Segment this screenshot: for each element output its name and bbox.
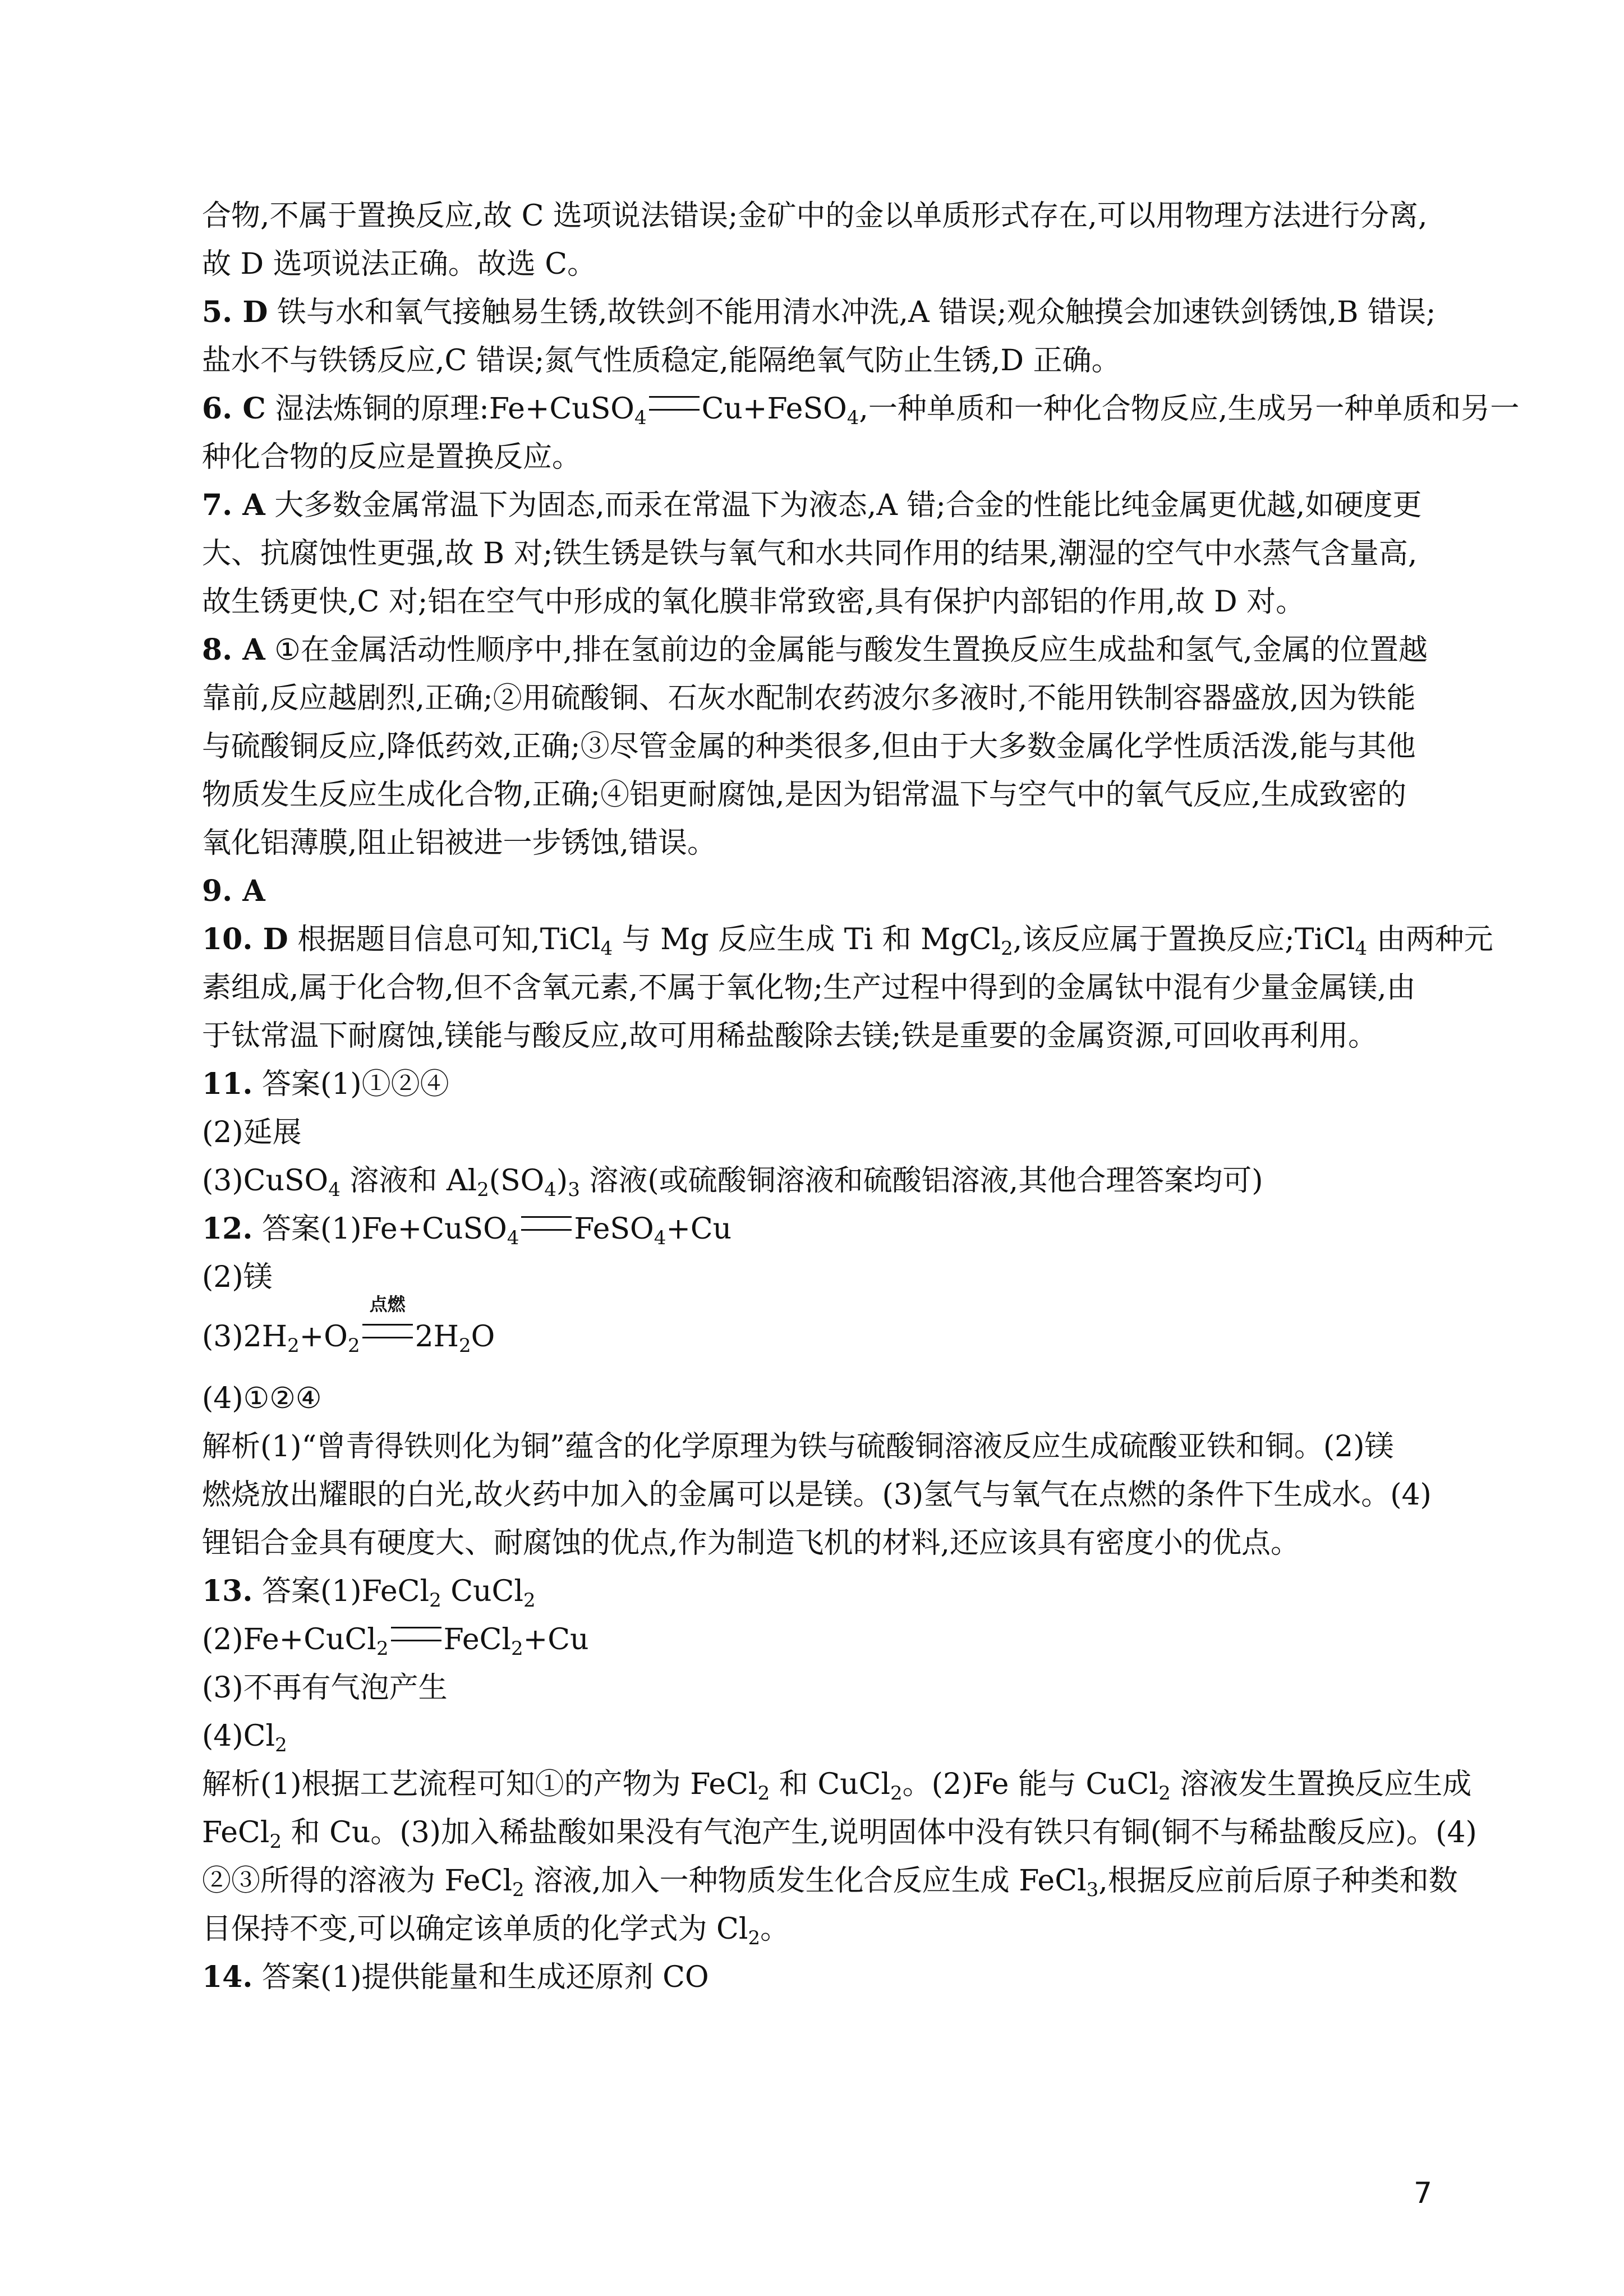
answer-9: 9. A	[202, 874, 265, 908]
text-line: 素组成,属于化合物,但不含氧元素,不属于氧化物;生产过程中得到的金属钛中混有少量金属镁,由	[202, 971, 1416, 1005]
equals-sign	[391, 1627, 441, 1641]
text-line: (2)Fe+CuCl$_2$ FeCl$_2$+Cu	[202, 1623, 589, 1660]
answer-5: 5. D 铁与水和氧气接触易生锈,故铁剑不能用清水冲洗,A 错误;观众触摸会加速铁剑锈蚀,B 错误;	[202, 295, 1436, 329]
answer-12: 12. 答案(1)Fe+CuSO$_4$ FeSO$_4$+Cu	[202, 1212, 732, 1249]
text-line: (4)①②④	[202, 1382, 322, 1415]
answer-14: 14. 答案(1)提供能量和生成还原剂 CO	[202, 1960, 709, 1994]
answer-8: 8. A ①在金属活动性顺序中,排在氢前边的金属能与酸发生置换反应生成盐和氢气,金属的位置越	[202, 633, 1428, 667]
equals-sign	[521, 1216, 572, 1231]
text-line: 盐水不与铁锈反应,C 错误;氮气性质稳定,能隔绝氧气防止生锈,D 正确。	[202, 344, 1121, 378]
text-line: 解析(1)根据工艺流程可知①的产物为 FeCl$_2$ 和 CuCl$_2$。(2)Fe 能与 CuCl$_2$ 溶液发生置换反应生成	[202, 1768, 1472, 1805]
text-line: ②③所得的溶液为 FeCl$_2$ 溶液,加入一种物质发生化合反应生成 FeCl$_3$,根据反应前后原子种类和数	[202, 1864, 1458, 1901]
text-line: 大、抗腐蚀性更强,故 B 对;铁生锈是铁与氧气和水共同作用的结果,潮湿的空气中水蒸气含量高,	[202, 537, 1418, 570]
answer-7: 7. A 大多数金属常温下为固态,而汞在常温下为液态,A 错;合金的性能比纯金属更优越,如硬度更	[202, 488, 1422, 522]
text-line: 锂铝合金具有硬度大、耐腐蚀的优点,作为制造飞机的材料,还应该具有密度小的优点。	[202, 1526, 1300, 1560]
text-line: 种化合物的反应是置换反应。	[202, 440, 582, 474]
text-line: 故 D 选项说法正确。故选 C。	[202, 247, 597, 281]
text-line: 合物,不属于置换反应,故 C 选项说法错误;金矿中的金以单质形式存在,可以用物理方法进行分离,	[202, 199, 1428, 233]
text-line: (2)镁	[202, 1260, 273, 1294]
answer-document	[202, 196, 1520, 2006]
answer-11: 11. 答案(1)①②④	[202, 1067, 449, 1101]
page-number: 7	[1414, 2177, 1433, 2210]
text-line: 解析(1)“曾青得铁则化为铜”蕴含的化学原理为铁与硫酸铜溶液反应生成硫酸亚铁和铜。(2)镁	[202, 1430, 1394, 1464]
combustion-equation: $(3)2H_2+O_2$ 点燃 $2H_2O$	[202, 1294, 495, 1357]
text-line: (2)延展	[202, 1116, 302, 1149]
equals-sign	[649, 396, 700, 411]
text-line: 靠前,反应越剧烈,正确;②用硫酸铜、石灰水配制农药波尔多液时,不能用铁制容器盛放,因为铁能	[202, 682, 1416, 715]
text-line: 与硫酸铜反应,降低药效,正确;③尽管金属的种类很多,但由于大多数金属化学性质活泼,能与其他	[202, 730, 1416, 763]
text-line: 物质发生反应生成化合物,正确;④铝更耐腐蚀,是因为铝常温下与空气中的氧气反应,生成致密的	[202, 778, 1407, 812]
text-line: 目保持不变,可以确定该单质的化学式为 $Cl_2$。	[202, 1912, 790, 1949]
text-line: 于钛常温下耐腐蚀,镁能与酸反应,故可用稀盐酸除去镁;铁是重要的金属资源,可回收再利用。	[202, 1019, 1378, 1053]
text-line: (3)不再有气泡产生	[202, 1671, 448, 1705]
answer-6: 6. C 湿法炼铜的原理:Fe+CuSO$_4$ Cu+FeSO$_4$,一种单质和一种化合物反应,生成另一种单质和另一	[202, 392, 1520, 429]
text-line: 氧化铝薄膜,阻止铝被进一步锈蚀,错误。	[202, 826, 717, 860]
text-line: 故生锈更快,C 对;铝在空气中形成的氧化膜非常致密,具有保护内部铝的作用,故 D 对。	[202, 585, 1305, 619]
text-line: 燃烧放出耀眼的白光,故火药中加入的金属可以是镁。(3)氢气与氧气在点燃的条件下生成水。(4)	[202, 1478, 1432, 1512]
answer-10: 10. D 根据题目信息可知,TiCl$_4$ 与 Mg 反应生成 Ti 和 MgCl$_2$,该反应属于置换反应;TiCl$_4$ 由两种元	[202, 922, 1493, 960]
text-line: $(4)Cl_2$	[202, 1719, 287, 1756]
text-line: (3)CuSO$_4$ 溶液和 $Al_2(SO_4)_3$ 溶液(或硫酸铜溶液和硫酸铝溶液,其他合理答案均可)	[202, 1164, 1263, 1201]
answer-13: 13. 答案(1)FeCl$_2$ CuCl$_2$	[202, 1574, 536, 1612]
text-line: FeCl$_2$ 和 Cu。(3)加入稀盐酸如果没有气泡产生,说明固体中没有铁只有铜(铜不与稀盐酸反应)。(4)	[202, 1816, 1477, 1853]
reaction-condition-sign: 点燃	[362, 1324, 413, 1338]
